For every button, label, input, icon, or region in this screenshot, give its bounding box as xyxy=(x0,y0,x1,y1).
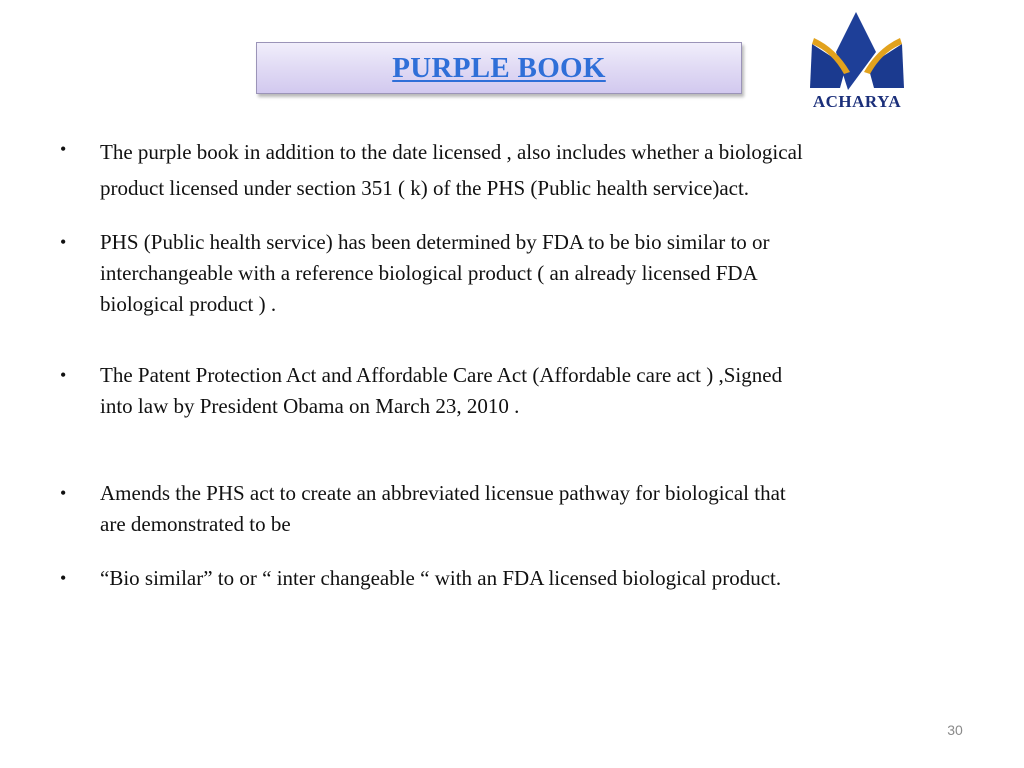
bullet-text: “Bio similar” to or “ inter changeable “ with an FDA licensed biological product. xyxy=(100,566,782,590)
bullet-text: Amends the PHS act to create an abbreviated licensue pathway for biological that are demonstrated to be xyxy=(100,481,786,536)
bullet-marker: • xyxy=(60,483,67,503)
bullet-text: PHS (Public health service) has been determined by FDA to be bio similar to or interchangeable with a reference biological product ( an already licensed FDA biological product ) . xyxy=(100,230,770,316)
logo-wordmark: ACHARYA xyxy=(812,92,902,111)
bullet-item xyxy=(60,563,960,594)
bullet-marker: • xyxy=(60,365,67,385)
bullet-text: The Patent Protection Act and Affordable Care Act (Affordable care act ) ,Signed into law by President Obama on March 23, 2010 . xyxy=(100,363,783,418)
page-number: 30 xyxy=(947,722,963,738)
bullet-item xyxy=(60,360,960,422)
bullet-item xyxy=(60,134,960,206)
bullet-text: The purple book in addition to the date licensed , also includes whether a biological product licensed under section 351 ( k) of the PHS (Public health service)act. xyxy=(100,140,803,200)
bullet-item xyxy=(60,478,960,540)
bullet-item xyxy=(60,227,960,320)
bullet-marker: • xyxy=(60,568,67,588)
bullet-marker: • xyxy=(60,139,67,159)
slide-title: PURPLE BOOK xyxy=(392,51,606,84)
bullet-marker: • xyxy=(60,232,67,252)
